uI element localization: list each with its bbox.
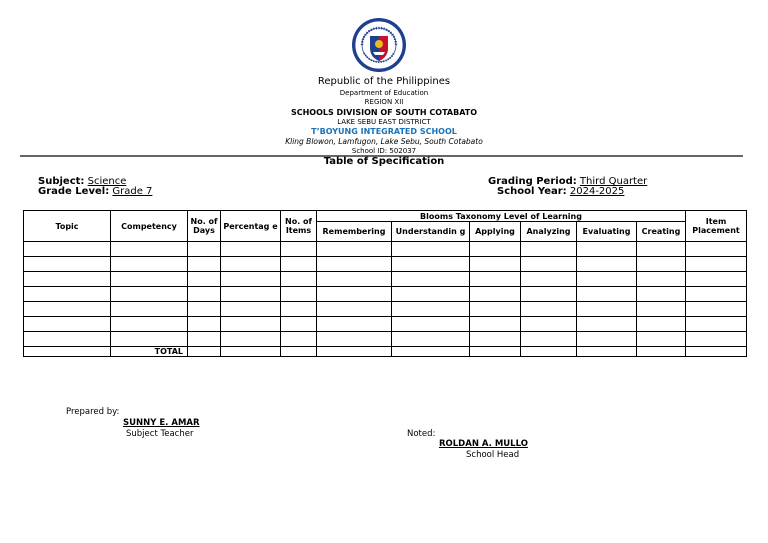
specification-table [23,210,747,357]
col-creating: Creating [637,222,686,242]
prepared-by-label: Prepared by: [66,407,120,417]
table-row [24,257,747,272]
school-year-field [497,186,624,197]
col-competency: Competency [111,211,188,242]
subject-value: Science [87,176,127,187]
prepared-by-position: Subject Teacher [126,429,194,439]
header-school-name: T’BOYUNG INTEGRATED SCHOOL [311,127,457,136]
noted-by-name: ROLDAN A. MULLO [439,439,528,449]
noted-by-position: School Head [466,450,520,460]
header-address: Kling Blowon, Lamfugon, Lake Sebu, South Cotabato [285,137,483,146]
header-school-id: School ID: 502037 [351,147,417,155]
col-no-of-days: No. of Days [188,211,221,242]
col-topic: Topic [24,211,111,242]
grading-period-label: Grading Period: [488,176,577,187]
grade-level-label: Grade Level: [38,186,110,197]
table-row [24,302,747,317]
noted-by-label: Noted: [407,429,436,439]
subject-label: Subject: [38,176,85,187]
col-blooms-taxonomy: Blooms Taxonomy Level of Learning [317,211,686,222]
school-year-value: 2024-2025 [569,186,625,197]
table-row [24,272,747,287]
table-row [24,242,747,257]
col-analyzing: Analyzing [521,222,577,242]
header-department: Department of Education [339,89,429,97]
col-understanding: Understandin g [392,222,470,242]
col-applying: Applying [470,222,521,242]
header-division: SCHOOLS DIVISION OF SOUTH COTABATO [290,108,478,117]
school-year-label: School Year: [497,186,567,197]
header-district: LAKE SEBU EAST DISTRICT [337,118,431,126]
col-percentage: Percentag e [221,211,281,242]
header-republic: Republic of the Philippines [317,76,451,87]
table-row [24,287,747,302]
document-title: Table of Specification [323,156,445,167]
table-row [24,317,747,332]
grade-level-field [38,186,152,197]
col-no-of-items: No. of Items [281,211,317,242]
col-item-placement: Item Placement [686,211,747,242]
grade-level-value: Grade 7 [112,186,153,197]
table-row [24,332,747,347]
header-region: REGION XII [364,98,404,106]
total-label: TOTAL [111,347,188,357]
grading-period-value: Third Quarter [579,176,648,187]
prepared-by-name: SUNNY E. AMAR [123,418,200,428]
col-evaluating: Evaluating [577,222,637,242]
total-row [24,347,747,357]
col-remembering: Remembering [317,222,392,242]
deped-seal-icon [351,17,407,73]
